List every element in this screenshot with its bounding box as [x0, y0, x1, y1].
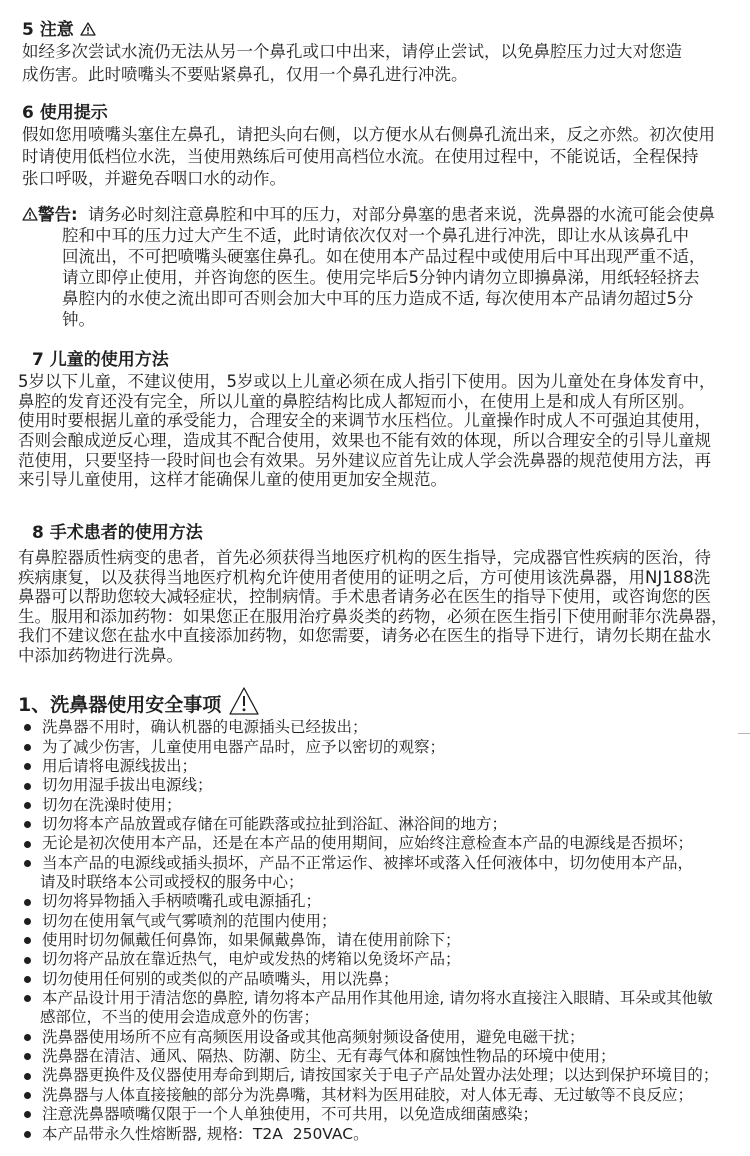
list-item-text: 用后请将电源线拔出； — [42, 756, 198, 775]
warning-text: 钟。 — [62, 309, 95, 329]
list-item-text: 切勿在洗澡时使用； — [42, 795, 182, 814]
paragraph-line: 时请使用低档位水洗，当使用熟练后可使用高档位水流。在使用过程中，不能说话，全程保持 — [22, 147, 699, 166]
paragraph-line: 假如您用喷嘴头塞住左鼻孔，请把头向右侧，以方便水从右侧鼻孔流出来，反之亦然。初次使用 — [22, 125, 715, 144]
bullet-dot-icon — [24, 1073, 31, 1080]
list-item-text: 感部位，不当的使用会造成意外的伤害； — [40, 1008, 320, 1027]
list-item-text: 为了减少伤害，儿童使用电器产品时，应予以密切的观察； — [42, 737, 446, 756]
list-item-text: 洗鼻器不用时，确认机器的电源插头已经拔出； — [42, 718, 368, 737]
list-item-text: 切勿将异物插入手柄喷嘴孔或电源插孔； — [42, 892, 322, 911]
paragraph-line: 使用时要根据儿童的承受能力，合理安全的来调节水压档位。儿童操作时成人不可强迫其使用， — [18, 411, 711, 431]
list-item — [22, 738, 718, 757]
warning-text: 回流出，不可把喷嘴头硬塞住鼻孔。如在使用本产品过程中或使用后中耳出现严重不适， — [62, 246, 706, 266]
bullet-dot-icon — [24, 1092, 31, 1099]
warning-label: 警告: — [38, 204, 78, 224]
bullet-dot-icon — [24, 918, 31, 925]
list-item-text: 切勿用湿手拔出电源线； — [42, 776, 213, 795]
list-item — [22, 1086, 718, 1105]
bullet-dot-icon — [24, 1053, 31, 1060]
list-item — [22, 834, 718, 853]
section-5-heading — [22, 19, 96, 41]
warning-first-line — [22, 204, 715, 225]
warning-text: 鼻腔内的水使之流出即可否则会加大中耳的压力造成不适, 每次使用本产品请勿超过5分 — [62, 288, 694, 308]
list-item — [22, 718, 718, 737]
paragraph-line: 鼻器可以帮助您较大减轻症状，控制病情。手术患者请务必在医生的指导下使用，或咨询您的医 — [18, 587, 711, 607]
paragraph-line: 生。服用和添加药物：如果您正在服用治疗鼻炎类的药物，必须在医生指引下使用耐菲尔洗鼻器， — [18, 606, 728, 626]
bullet-dot-icon — [24, 841, 31, 848]
bullet-dot-icon — [24, 802, 31, 809]
list-item-text: 本产品带永久性熔断器, 规格: T2A 250VAC。 — [42, 1124, 369, 1143]
safety-list — [22, 718, 718, 1144]
list-item-continuation — [22, 873, 718, 892]
list-item-text: 注意洗鼻器喷嘴仅限于一个人单独使用，不可共用，以免造成细菌感染； — [42, 1105, 539, 1124]
scan-edge-mark — [738, 733, 750, 734]
list-item-text: 切勿使用任何别的或类似的产品喷嘴头，用以洗鼻； — [42, 969, 399, 988]
warning-triangle-icon — [22, 207, 38, 221]
list-item — [22, 776, 718, 795]
bullet-dot-icon — [24, 1034, 31, 1041]
paragraph-line: 我们不建议您在盐水中直接添加药物，如您需要，请务必在医生的指导下进行，请勿长期在盐水 — [18, 626, 711, 646]
bullet-dot-icon — [24, 899, 31, 906]
list-item — [22, 1066, 718, 1085]
warning-triangle-icon — [80, 22, 96, 36]
list-item-text: 洗鼻器使用场所不应有高频医用设备或其他高频射频设备使用，避免电磁干扰； — [42, 1027, 585, 1046]
paragraph-line: 张口呼吸，并避免吞咽口水的动作。 — [22, 169, 286, 188]
section-6-heading: 6 使用提示 — [22, 103, 108, 123]
list-item — [22, 892, 718, 911]
section-5-paragraph — [22, 41, 682, 86]
list-item-continuation — [22, 1008, 718, 1027]
section-8-paragraph — [18, 548, 728, 665]
list-item — [22, 912, 718, 931]
list-item-text: 当本产品的电源线或插头损坏，产品不正常运作、被摔坏或落入任何液体中，切勿使用本产品， — [42, 853, 694, 872]
bullet-dot-icon — [24, 860, 31, 867]
section-6-paragraph — [22, 124, 715, 190]
bullet-dot-icon — [24, 957, 31, 964]
warning-text: 腔和中耳的压力过大产生不适，此时请依次仅对一个鼻孔进行冲洗，即让水从该鼻孔中 — [62, 225, 689, 245]
list-item-text: 洗鼻器与人体直接接触的部分为洗鼻嘴，其材料为医用硅胶，对人体无毒、无过敏等不良反应； — [42, 1085, 694, 1104]
list-item-text: 切勿在使用氧气或气雾喷剂的范围内使用； — [42, 911, 337, 930]
list-item-text: 切勿将本产品放置或存储在可能跌落或拉扯到浴缸、淋浴间的地方； — [42, 815, 508, 834]
bullet-dot-icon — [24, 821, 31, 828]
bullet-dot-icon — [24, 1111, 31, 1118]
list-item — [22, 970, 718, 989]
list-item — [22, 796, 718, 815]
list-item — [22, 757, 718, 776]
bullet-dot-icon — [24, 783, 31, 790]
list-item — [22, 931, 718, 950]
section-7-heading: 7 儿童的使用方法 — [32, 350, 169, 370]
warning-text: 请立即停止使用，并咨询您的医生。使用完毕后5分钟内请勿立即擤鼻涕，用纸轻轻挤去 — [62, 267, 700, 287]
list-item-text: 请及时联络本公司或授权的服务中心； — [40, 873, 304, 892]
list-item — [22, 815, 718, 834]
warning-triangle-icon — [228, 686, 260, 716]
list-item — [22, 950, 718, 969]
bullet-dot-icon — [24, 1131, 31, 1138]
list-item-text: 洗鼻器更换件及仪器使用寿命到期后, 请按国家关于电子产品处置办法处理；以达到保护环境目的； — [42, 1066, 719, 1085]
bullet-dot-icon — [24, 937, 31, 944]
paragraph-line: 鼻腔的发育还没有完全，所以儿童的鼻腔结构比成人都短而小，在使用上是和成人有所区别。 — [18, 391, 695, 411]
bullet-dot-icon — [24, 724, 31, 731]
paragraph-line: 如经多次尝试水流仍无法从另一个鼻孔或口中出来，请停止尝试，以免鼻腔压力过大对您造 — [22, 42, 682, 61]
list-item — [22, 989, 718, 1008]
paragraph-line: 有鼻腔器质性病变的患者，首先必须获得当地医疗机构的医生指导，完成器官性疾病的医治，待 — [18, 548, 711, 568]
paragraph-line: 中添加药物进行洗鼻。 — [18, 645, 183, 665]
bullet-dot-icon — [24, 744, 31, 751]
paragraph-line: 5岁以下儿童，不建议使用，5岁或以上儿童必须在成人指引下使用。因为儿童处在身体发育中， — [18, 372, 716, 392]
list-item — [22, 1047, 718, 1066]
section-8-heading: 8 手术患者的使用方法 — [32, 523, 203, 543]
bullet-dot-icon — [24, 976, 31, 983]
list-item-text: 使用时切勿佩戴任何鼻饰，如果佩戴鼻饰，请在使用前除下； — [42, 931, 461, 950]
list-item — [22, 854, 718, 873]
section-5-heading-text: 5 注意 — [22, 20, 74, 40]
warning-text: 请务必时刻注意鼻腔和中耳的压力，对部分鼻塞的患者来说，洗鼻器的水流可能会使鼻 — [88, 204, 715, 224]
list-item — [22, 1105, 718, 1124]
bullet-dot-icon — [24, 763, 31, 770]
warning-block — [22, 204, 715, 330]
paragraph-line: 否则会酿成逆反心理，造成其不配合使用，效果也不能有效的体现，所以合理安全的引导儿童规 — [18, 430, 711, 450]
bullet-dot-icon — [24, 995, 31, 1002]
paragraph-line: 范使用，只要坚持一段时间也会有效果。另外建议应首先让成人学会洗鼻器的规范使用方法，再 — [18, 450, 711, 470]
paragraph-line: 成伤害。此时喷嘴头不要贴紧鼻孔，仅用一个鼻孔进行冲洗。 — [22, 64, 468, 84]
safety-heading: 1、洗鼻器使用安全事项 — [18, 694, 222, 716]
list-item-text: 切勿将产品放在靠近热气，电炉或发热的烤箱以免烫坏产品； — [42, 950, 461, 969]
paragraph-line: 疾病康复，以及获得当地医疗机构允许使用者使用的证明之后，方可使用该洗鼻器，用NJ188洗 — [18, 567, 711, 587]
list-item-text: 无论是初次使用本产品，还是在本产品的使用期间，应始终注意检查本产品的电源线是否损坏； — [42, 834, 694, 853]
list-item-text: 洗鼻器在清洁、通风、隔热、防潮、防尘、无有毒气体和腐蚀性物品的环境中使用； — [42, 1047, 616, 1066]
list-item — [22, 1028, 718, 1047]
section-7-paragraph — [18, 372, 716, 490]
list-item-text: 本产品设计用于清洁您的鼻腔, 请勿将本产品用作其他用途, 请勿将水直接注入眼睛、耳朵或其他敏 — [42, 989, 713, 1008]
list-item — [22, 1125, 718, 1144]
paragraph-line: 来引导儿童使用，这样才能确保儿童的使用更加安全规范。 — [18, 470, 447, 490]
